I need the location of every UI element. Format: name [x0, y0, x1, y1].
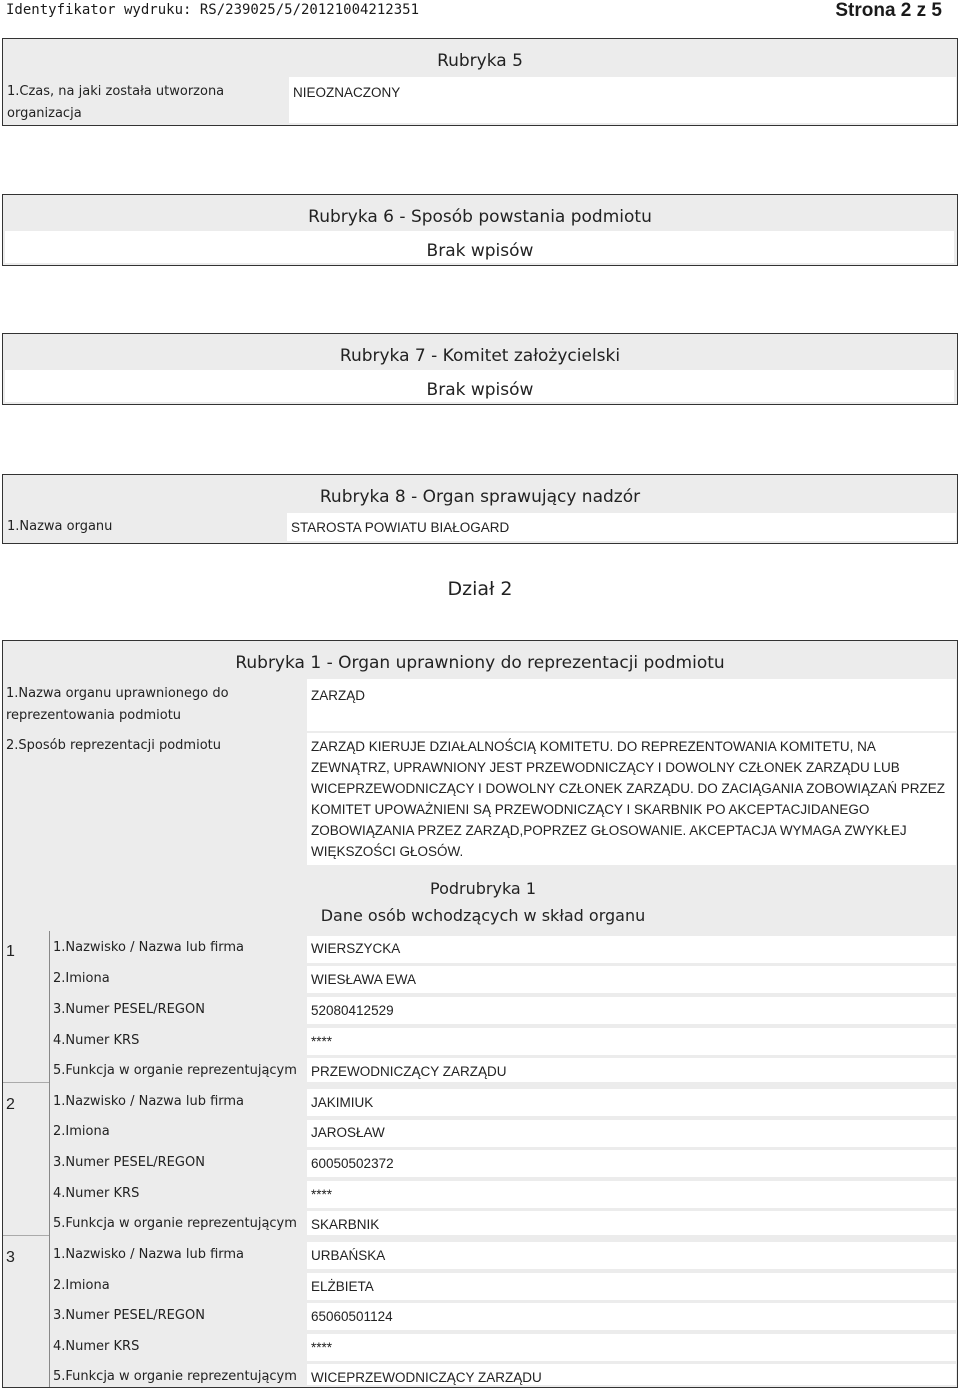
function-value: WICEPRZEWODNICZĄCY ZARZĄDU — [311, 1370, 542, 1385]
function-label: 5.Funkcja w organie reprezentującym — [53, 1063, 297, 1078]
krs-value: **** — [311, 1034, 333, 1049]
rubryka8-value: STAROSTA POWIATU BIAŁOGARD — [291, 520, 510, 535]
surname-value: WIERSZYCKA — [311, 941, 401, 956]
person-number: 3 — [6, 1249, 15, 1266]
rubryka8-title: Rubryka 8 - Organ sprawujący nadzór — [319, 487, 641, 507]
rubryka6-value: Brak wpisów — [426, 241, 534, 261]
representation-value: ZARZĄD KIERUJE DZIAŁALNOŚCIĄ KOMITETU. DO REPREZENTOWANIA KOMITETU, NA ZEWNĄTRZ, UPRAWNIONY JEST PRZEWODNICZĄCY I DOWOLNY CZŁONEK ZARZĄDU LUB WICEPRZEWODNICZĄCY I DOWOLNY CZŁONEK ZARZĄDU. DO ZACIĄGANIA ZOBOWIĄZAŃ PRZEZ KOMITET UPOWAŻNIENI SĄ PRZEWODNICZĄCY I SKARBNIK PO AKCEPTACJIDANEGO ZOBOWIĄZANIA PRZEZ ZARZĄD,POPRZEZ GŁOSOWANIE. AKCEPTACJA WYMAGA ZWYKŁEJ WIĘKSZOŚCI GŁOSÓW. — [311, 739, 946, 859]
representation-label: 2.Sposób reprezentacji podmiotu — [6, 738, 221, 753]
rubryka1-title: Rubryka 1 - Organ uprawniony do reprezentacji podmiotu — [235, 653, 725, 673]
rubryka6-title: Rubryka 6 - Sposób powstania podmiotu — [308, 207, 652, 227]
krs-value: **** — [311, 1340, 333, 1355]
rubryka7-section — [2, 333, 958, 405]
function-label: 5.Funkcja w organie reprezentującym — [53, 1369, 297, 1384]
function-label: 5.Funkcja w organie reprezentującym — [53, 1216, 297, 1231]
surname-value: JAKIMIUK — [311, 1095, 374, 1110]
pesel-label: 3.Numer PESEL/REGON — [53, 1002, 205, 1017]
pesel-label: 3.Numer PESEL/REGON — [53, 1155, 205, 1170]
names-label: 2.Imiona — [53, 1124, 110, 1139]
krs-label: 4.Numer KRS — [53, 1186, 140, 1201]
rubryka5-title: Rubryka 5 — [437, 51, 523, 71]
rubryka8-label: 1.Nazwa organu — [7, 519, 113, 534]
names-label: 2.Imiona — [53, 971, 110, 986]
print-identifier: Identyfikator wydruku: RS/239025/5/20121004212351 — [6, 2, 420, 18]
krs-label: 4.Numer KRS — [53, 1033, 140, 1048]
krs-label: 4.Numer KRS — [53, 1339, 140, 1354]
names-label: 2.Imiona — [53, 1278, 110, 1293]
rubryka6-section — [2, 194, 958, 266]
page-number: Strona 2 z 5 — [835, 0, 942, 21]
person-number: 1 — [6, 943, 15, 960]
function-value: SKARBNIK — [311, 1217, 380, 1232]
rubryka7-title: Rubryka 7 - Komitet założycielski — [339, 346, 621, 366]
rubryka5-label: 1.Czas, na jaki została utworzona organizacja — [7, 84, 225, 121]
pesel-value: 65060501124 — [311, 1309, 393, 1324]
section-heading: Dział 2 — [447, 578, 513, 600]
pesel-value: 52080412529 — [311, 1003, 394, 1018]
function-value: PRZEWODNICZĄCY ZARZĄDU — [311, 1064, 507, 1079]
names-value: JAROSŁAW — [311, 1125, 385, 1140]
podrubryka-subtitle: Dane osób wchodzących w skład organu — [320, 906, 646, 925]
rubryka1-section — [2, 640, 958, 1388]
surname-label: 1.Nazwisko / Nazwa lub firma — [53, 1094, 245, 1109]
krs-value: **** — [311, 1187, 333, 1202]
surname-value: URBAŃSKA — [311, 1248, 386, 1263]
rubryka5-section — [2, 38, 958, 126]
person-number: 2 — [6, 1096, 15, 1113]
podrubryka-title: Podrubryka 1 — [430, 879, 536, 898]
names-value: WIESŁAWA EWA — [311, 972, 417, 987]
rubryka8-section — [2, 474, 958, 544]
rubryka5-value: NIEOZNACZONY — [293, 85, 401, 100]
rubryka7-value: Brak wpisów — [426, 380, 534, 400]
organ-name-label: 1.Nazwa organu uprawnionego do reprezentowania podmiotu — [6, 686, 229, 723]
pesel-value: 60050502372 — [311, 1156, 394, 1171]
names-value: ELŻBIETA — [311, 1279, 374, 1294]
surname-label: 1.Nazwisko / Nazwa lub firma — [53, 1247, 245, 1262]
organ-name-value: ZARZĄD — [311, 688, 365, 703]
surname-label: 1.Nazwisko / Nazwa lub firma — [53, 940, 245, 955]
pesel-label: 3.Numer PESEL/REGON — [53, 1308, 205, 1323]
